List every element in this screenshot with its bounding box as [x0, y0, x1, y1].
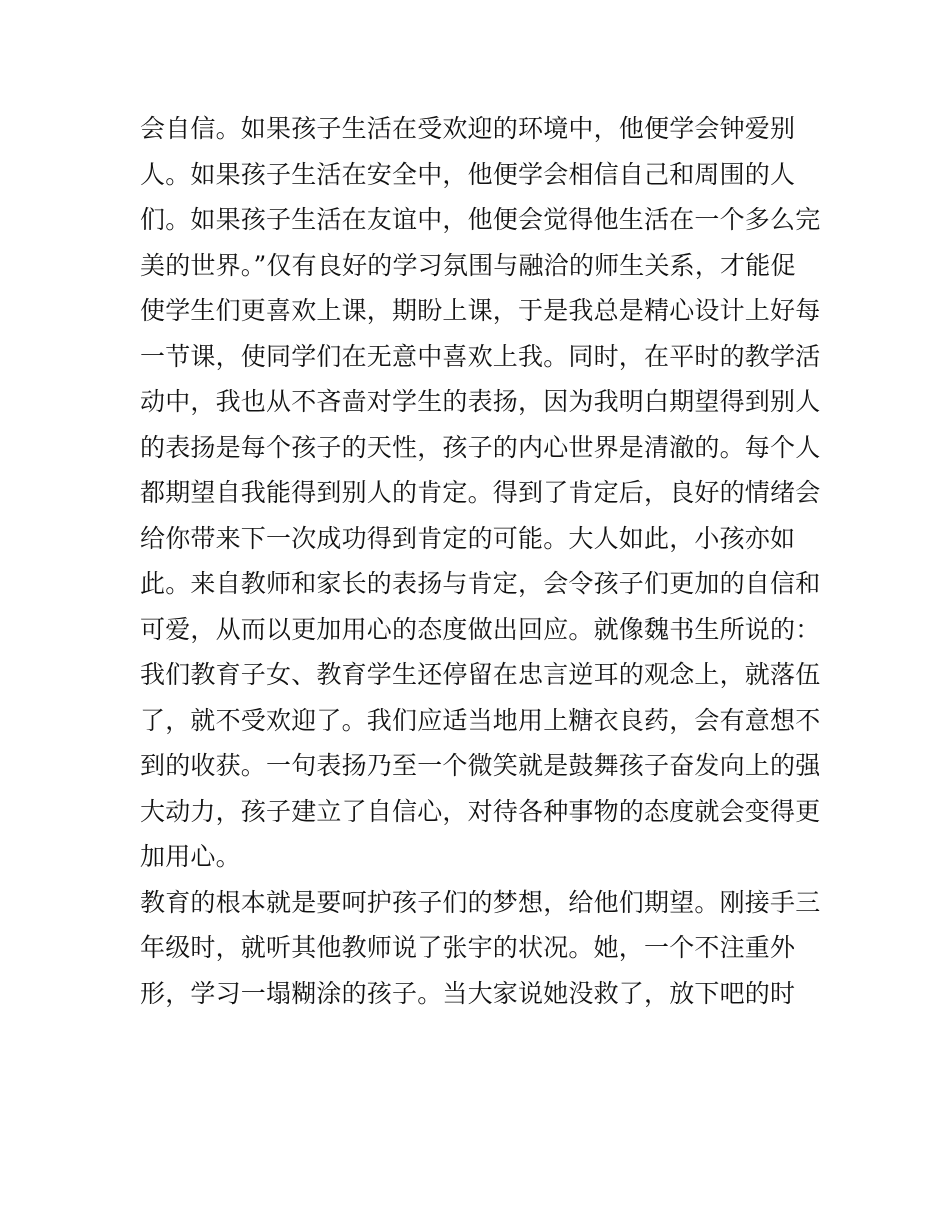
body-text — [140, 106, 820, 1016]
text-line: 形，学习一塌糊涂的孩子。当大家说她没救了，放下吧的时 — [140, 978, 796, 1008]
text-line: 我们教育子女、教育学生还停留在忠言逆耳的观念上，就落伍 — [140, 660, 821, 689]
text-line: 人。如果孩子生活在安全中，他便学会相信自己和周围的人 — [140, 159, 796, 189]
text-line: 都期望自我能得到别人的肯定。得到了肯定后，良好的情绪会 — [140, 478, 821, 507]
text-line: 的表扬是每个孩子的天性，孩子的内心世界是清澈的。每个人 — [140, 432, 821, 462]
text-line: 动中，我也从不吝啬对学生的表扬，因为我明白期望得到别人 — [140, 387, 821, 416]
text-line: 们。如果孩子生活在友谊中，他便会觉得他生活在一个多么完 — [140, 205, 821, 234]
text-line: 美的世界。”仅有良好的学习氛围与融洽的师生关系，才能促 — [140, 250, 796, 280]
text-line: 到的收获。一句表扬乃至一个微笑就是鼓舞孩子奋发向上的强 — [140, 751, 821, 780]
text-line: 了，就不受欢迎了。我们应适当地用上糖衣良药，会有意想不 — [140, 705, 821, 735]
text-line: 会自信。如果孩子生活在受欢迎的环境中，他便学会钟爱别 — [140, 114, 796, 143]
text-line: 年级时，就听其他教师说了张宇的状况。她，一个不注重外 — [140, 933, 796, 962]
text-line: 一节课，使同学们在无意中喜欢上我。同时，在平时的教学活 — [140, 341, 821, 371]
text-line: 使学生们更喜欢上课，期盼上课，于是我总是精心设计上好每 — [140, 296, 821, 325]
text-line: 此。来自教师和家长的表扬与肯定，会令孩子们更加的自信和 — [140, 569, 821, 598]
text-line: 加用心。 — [140, 842, 241, 871]
text-line: 大动力，孩子建立了自信心，对待各种事物的态度就会变得更 — [140, 796, 821, 826]
text-line: 给你带来下一次成功得到肯定的可能。大人如此，小孩亦如 — [140, 523, 796, 553]
text-line: 可爱，从而以更加用心的态度做出回应。就像魏书生所说的： — [140, 614, 821, 644]
text-line: 教育的根本就是要呵护孩子们的梦想，给他们期望。刚接手三 — [140, 887, 821, 917]
